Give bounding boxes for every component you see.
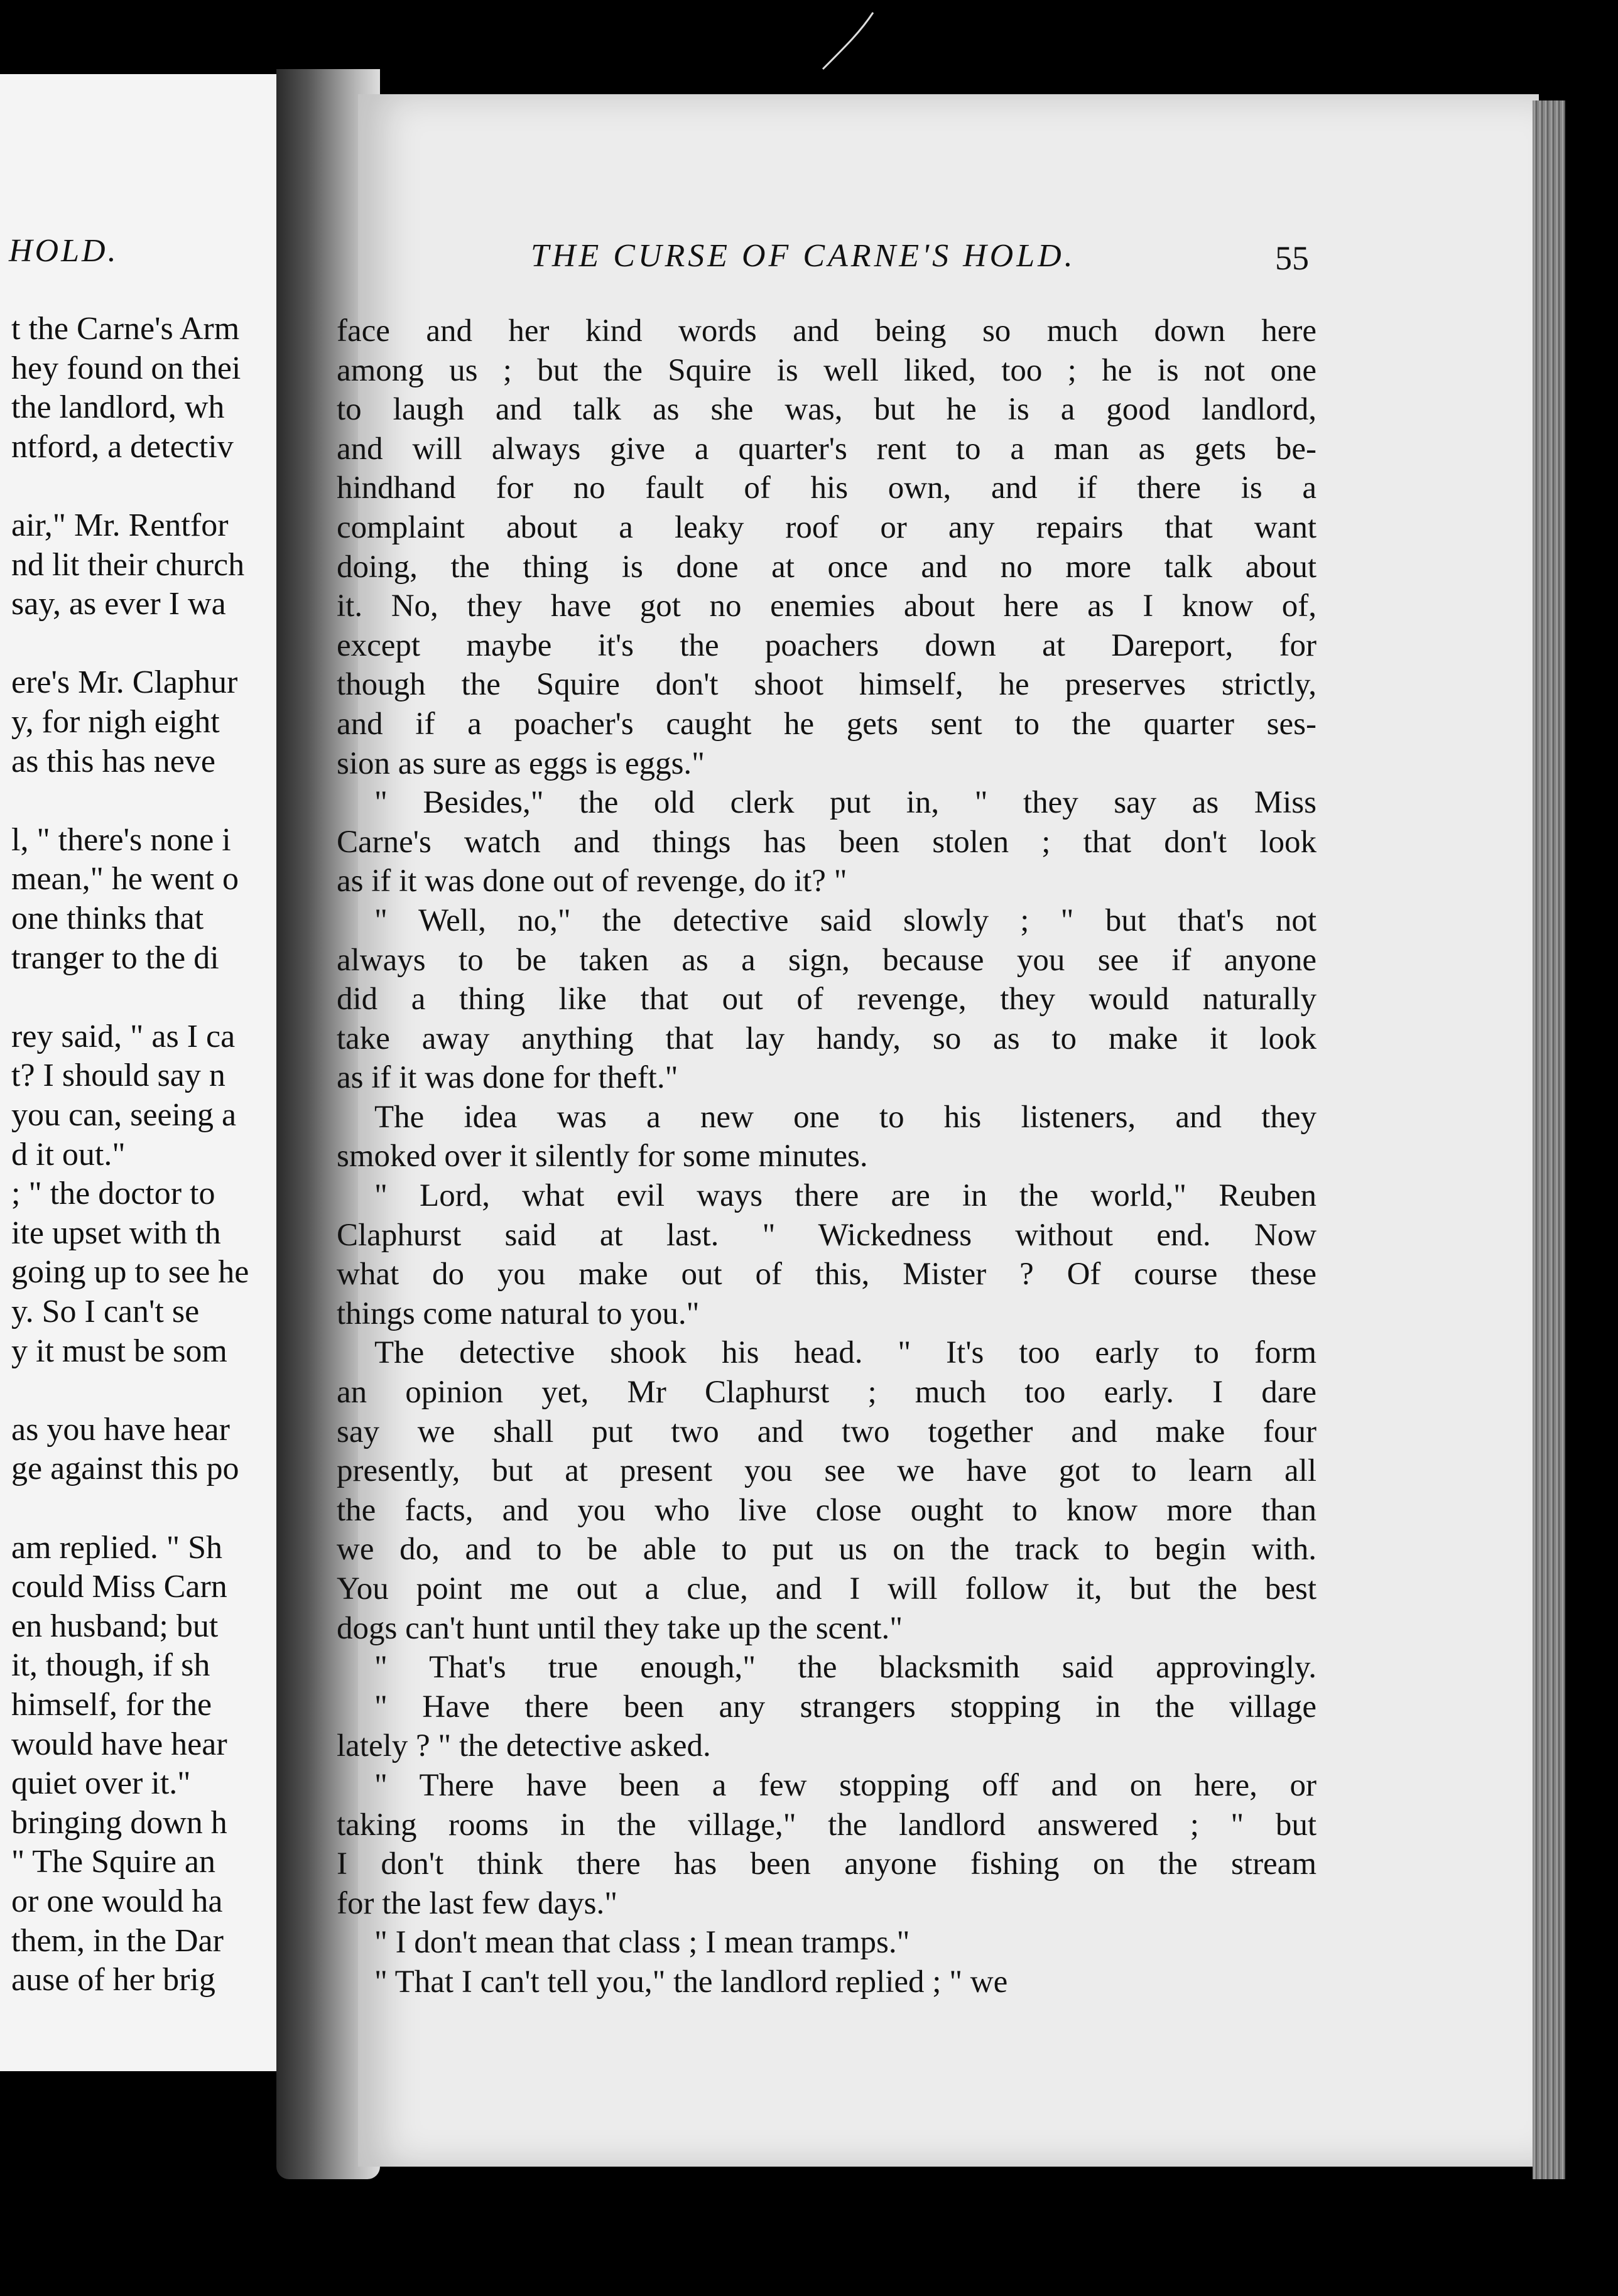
text-line: take away anything that lay handy, so as to make it look: [337, 1021, 1317, 1056]
left-text-line: ntford, a detectiv: [11, 428, 234, 465]
left-text-line: ge against this po: [11, 1451, 239, 1487]
left-text-line: en husband; but: [11, 1608, 219, 1644]
left-text-line: you can, seeing a: [11, 1097, 237, 1133]
text-line: as if it was done for theft.": [337, 1060, 678, 1096]
text-line: the facts, and you who live close ought to know more than: [337, 1492, 1317, 1528]
text-line: say we shall put two and two together and make four: [337, 1414, 1317, 1449]
text-line: " There have been a few stopping off and on here, or: [374, 1767, 1317, 1803]
text-line: and will always give a quarter's rent to a man as gets be-: [337, 431, 1317, 467]
text-line: dogs can't hunt until they take up the scent.": [337, 1610, 903, 1646]
left-text-line: bringing down h: [11, 1804, 227, 1841]
text-line: things come natural to you.": [337, 1296, 700, 1331]
text-line: always to be taken as a sign, because you see if anyone: [337, 942, 1317, 978]
text-line: complaint about a leaky roof or any repairs that want: [337, 509, 1317, 545]
page-number: 55: [1275, 239, 1309, 277]
text-line: " I don't mean that class ; I mean tramps.": [374, 1925, 910, 1961]
text-line: smoked over it silently for some minutes.: [337, 1139, 868, 1174]
text-line: " Have there been any strangers stopping in the village: [374, 1689, 1317, 1725]
left-text-line: as you have hear: [11, 1411, 230, 1448]
left-text-line: mean," he went o: [11, 861, 239, 897]
left-text-line: say, as ever I wa: [11, 586, 226, 622]
page-edges: [1533, 100, 1565, 2179]
left-text-line: t? I should say n: [11, 1058, 225, 1094]
left-text-line: ; " the doctor to: [11, 1176, 215, 1212]
left-text-line: the landlord, wh: [11, 389, 225, 426]
left-text-line: nd lit their church: [11, 546, 245, 583]
left-text-line: " The Squire an: [11, 1844, 215, 1880]
left-text-line: them, in the Dar: [11, 1922, 224, 1959]
text-line: sion as sure as eggs is eggs.": [337, 745, 705, 781]
text-line: " Lord, what evil ways there are in the world," Reuben: [374, 1178, 1317, 1214]
body-text: [337, 311, 1317, 2002]
left-text-line: ite upset with th: [11, 1215, 221, 1251]
left-text-line: or one would ha: [11, 1883, 223, 1919]
text-line: You point me out a clue, and I will follow it, but the best: [337, 1571, 1317, 1606]
text-line: Claphurst said at last. " Wickedness without end. Now: [337, 1217, 1317, 1253]
text-line: an opinion yet, Mr Claphurst ; much too early. I dare: [337, 1375, 1317, 1411]
text-line: we do, and to be able to put us on the track to begin with.: [337, 1532, 1317, 1568]
text-line: The idea was a new one to his listeners, and they: [374, 1099, 1317, 1135]
text-line: to laugh and talk as she was, but he is a good landlord,: [337, 392, 1317, 428]
text-line: " Besides," the old clerk put in, " they say as Miss: [374, 785, 1317, 821]
left-text-line: l, " there's none i: [11, 821, 231, 858]
text-line: though the Squire don't shoot himself, he preserves strictly,: [337, 667, 1317, 703]
left-text-line: ause of her brig: [11, 1962, 215, 1998]
left-text-line: tranger to the di: [11, 940, 219, 976]
text-line: I don't think there has been anyone fishing on the stream: [337, 1846, 1317, 1882]
left-text-line: y. So I can't se: [11, 1294, 200, 1329]
left-text-line: rey said, " as I ca: [11, 1018, 236, 1054]
left-text-line: am replied. " Sh: [11, 1529, 223, 1566]
text-line: it. No, they have got no enemies about here as I know of,: [337, 588, 1317, 624]
left-text-line: as this has neve: [11, 743, 215, 779]
text-line: except maybe it's the poachers down at Dareport, for: [337, 627, 1317, 663]
left-text-line: it, though, if sh: [11, 1647, 210, 1684]
text-line: as if it was done out of revenge, do it? ": [337, 864, 847, 899]
left-text-line: d it out.": [11, 1136, 126, 1172]
running-head: THE CURSE OF CARNE'S HOLD.: [531, 238, 1076, 274]
left-text-line: ere's Mr. Claphur: [11, 664, 238, 701]
left-page-text: [0, 74, 295, 2071]
scratch-mark: [810, 6, 886, 82]
left-text-line: air," Mr. Rentfor: [11, 507, 229, 543]
text-line: " That I can't tell you," the landlord replied ; " we: [374, 1964, 1008, 2000]
left-text-line: t the Carne's Arm: [11, 311, 240, 347]
text-line: Carne's watch and things has been stolen ; that don't look: [337, 824, 1317, 860]
left-text-line: himself, for the: [11, 1687, 212, 1723]
left-text-line: one thinks that: [11, 901, 204, 936]
text-line: among us ; but the Squire is well liked, too ; he is not one: [337, 352, 1317, 388]
text-line: did a thing like that out of revenge, they would naturally: [337, 982, 1317, 1017]
text-line: what do you make out of this, Mister ? Of course these: [337, 1257, 1317, 1292]
left-text-line: y, for nigh eight: [11, 704, 220, 740]
text-line: doing, the thing is done at once and no more talk about: [337, 549, 1317, 585]
text-line: presently, but at present you see we have got to learn all: [337, 1453, 1317, 1489]
left-text-line: would have hear: [11, 1726, 227, 1762]
left-page: [0, 74, 295, 2071]
left-text-line: quiet over it.": [11, 1765, 191, 1802]
text-line: hindhand for no fault of his own, and if there is a: [337, 470, 1317, 506]
text-line: and if a poacher's caught he gets sent to the quarter ses-: [337, 706, 1317, 742]
left-text-line: going up to see he: [11, 1254, 249, 1291]
text-line: " Well, no," the detective said slowly ; " but that's not: [374, 902, 1317, 938]
left-text-line: y it must be som: [11, 1333, 227, 1369]
text-line: taking rooms in the village," the landlord answered ; " but: [337, 1807, 1317, 1843]
text-line: face and her kind words and being so much down here: [337, 313, 1317, 349]
left-running-head: HOLD.: [9, 233, 119, 269]
text-line: lately ? " the detective asked.: [337, 1728, 711, 1764]
left-text-line: hey found on thei: [11, 350, 241, 386]
text-line: The detective shook his head. " It's too early to form: [374, 1335, 1317, 1371]
text-line: for the last few days.": [337, 1885, 618, 1921]
left-text-line: could Miss Carn: [11, 1569, 227, 1605]
text-line: " That's true enough," the blacksmith said approvingly.: [374, 1650, 1317, 1686]
